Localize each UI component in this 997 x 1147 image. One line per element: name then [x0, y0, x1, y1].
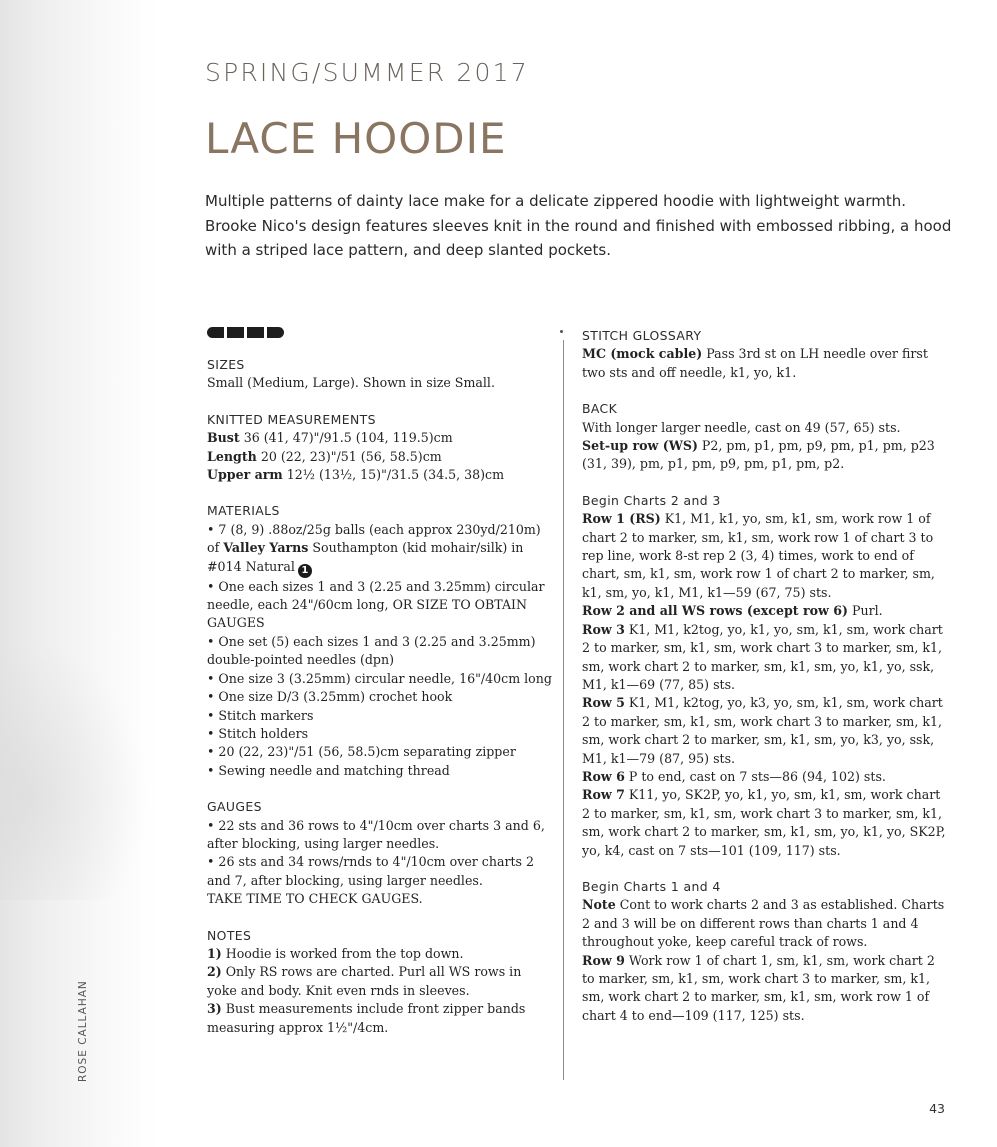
materials-section	[207, 502, 552, 780]
row-text: K11, yo, SK2P, yo, k1, yo, sm, k1, sm, work chart 2 to marker, sm, k1, sm, work chart 3 to marker, sm, k1, sm, work chart 2 to marker, sm, k1, sm, yo, k1, yo, SK2P, yo, k4, cast on 7 sts—101 (109, 117) sts.	[582, 787, 946, 858]
materials-item: • Stitch markers	[207, 707, 314, 723]
materials-item: • Sewing needle and matching thread	[207, 762, 450, 778]
measurements-section	[207, 411, 552, 485]
row-label: Row 7	[582, 787, 625, 803]
row-instruction	[582, 510, 947, 602]
materials-item: • One set (5) each sizes 1 and 3 (2.25 and 3.25mm) double-pointed needles (dpn)	[207, 633, 536, 668]
back-cast-on: With longer larger needle, cast on 49 (57, 65) sts.	[582, 419, 901, 435]
row-label: Set-up row (WS)	[582, 438, 698, 454]
materials-item: • One each sizes 1 and 3 (2.25 and 3.25mm) circular needle, each 24"/60cm long, OR SIZE TO OBTAIN GAUGES	[207, 578, 545, 631]
yarn-text-pre: • 7 (8, 9) .88oz/25g balls (each approx 230yd/210m) of	[207, 521, 541, 556]
row-instruction	[582, 952, 947, 1026]
skill-bar	[227, 327, 244, 338]
note-item	[207, 945, 552, 963]
measurement-length	[207, 448, 552, 466]
notes-section	[207, 927, 552, 1037]
measurement-label: Upper arm	[207, 467, 283, 483]
gauges-heading: GAUGES	[207, 799, 262, 815]
glossary-section	[582, 327, 947, 382]
measurements-heading: KNITTED MEASUREMENTS	[207, 411, 376, 427]
page-number: 43	[929, 1101, 945, 1116]
materials-item: • 20 (22, 23)"/51 (56, 58.5)cm separating zipper	[207, 744, 516, 760]
charts-2-3-section	[582, 492, 947, 860]
charts-1-4-section	[582, 878, 947, 1025]
row-label: Row 3	[582, 621, 625, 637]
pattern-title: LACE HOODIE	[205, 114, 507, 163]
note-text: Cont to work charts 2 and 3 as established. Charts 2 and 3 will be on different rows than charts 1 and 4 throughout yoke, keep careful track of rows.	[582, 897, 945, 950]
materials-item: • One size D/3 (3.25mm) crochet hook	[207, 689, 453, 705]
photo-credit: ROSE CALLAHAN	[77, 980, 89, 1082]
row-instruction	[582, 786, 947, 860]
row-text: P2, pm, p1, pm, p9, pm, p1, pm, p23 (31, 39), pm, p1, pm, p9, pm, p1, pm, p2.	[582, 438, 935, 472]
measurement-label: Length	[207, 448, 257, 464]
row-instruction	[582, 621, 947, 695]
row-label: Row 6	[582, 768, 625, 784]
skill-level-bars-icon	[207, 327, 284, 338]
back-section	[582, 400, 947, 474]
note-label: Note	[582, 897, 616, 913]
note-number: 3)	[207, 1001, 222, 1017]
glossary-entry	[582, 345, 947, 382]
measurement-upper-arm	[207, 466, 552, 484]
gauge-item: • 26 sts and 34 rows/rnds to 4"/10cm over charts 2 and 7, after blocking, using larger needles.	[207, 854, 535, 888]
row-instruction	[582, 694, 947, 768]
gauge-item: TAKE TIME TO CHECK GAUGES.	[207, 891, 423, 907]
yarn-brand: Valley Yarns	[223, 540, 309, 556]
intro-paragraph: Multiple patterns of dainty lace make for a delicate zippered hoodie with lightweight warmth. Brooke Nico's design features sleeves knit in the round and finished with embossed ribbing, a hood with a striped lace pattern, and deep slanted pockets.	[205, 192, 952, 259]
yarn-text-post: Southampton (kid mohair/silk) in #014 Natural	[207, 540, 524, 574]
row-label: Row 1 (RS)	[582, 511, 661, 527]
charts-2-3-heading: Begin Charts 2 and 3	[582, 492, 721, 508]
note-number: 2)	[207, 964, 222, 980]
glossary-heading: STITCH GLOSSARY	[582, 328, 702, 343]
note-item	[207, 1000, 552, 1037]
row-text: K1, M1, k2tog, yo, k1, yo, sm, k1, sm, work chart 2 to marker, sm, k1, sm, work chart 3 to marker, sm, k1, sm, work chart 2 to marker, sm, k1, sm, yo, k1, yo, ssk, M1, k1—69 (77, 85) sts.	[582, 621, 943, 692]
measurement-value: 12½ (13½, 15)"/31.5 (34.5, 38)cm	[282, 467, 505, 483]
column-divider	[563, 340, 564, 1080]
row-text: P to end, cast on 7 sts—86 (94, 102) sts.	[624, 768, 886, 784]
left-column	[207, 356, 552, 1055]
column-divider-dot	[560, 330, 563, 333]
materials-item: • Stitch holders	[207, 725, 309, 741]
gauge-item: • 22 sts and 36 rows to 4"/10cm over charts 3 and 6, after blocking, using larger needles.	[207, 817, 545, 851]
notes-heading: NOTES	[207, 927, 252, 943]
note-number: 1)	[207, 945, 222, 961]
measurement-value: 36 (41, 47)"/91.5 (104, 119.5)cm	[239, 430, 453, 446]
measurement-label: Bust	[207, 430, 240, 446]
glossary-term: MC (mock cable)	[582, 346, 703, 362]
glossary-definition: Pass 3rd st on LH needle over first two sts and off needle, k1, yo, k1.	[582, 346, 928, 380]
note-text: Hoodie is worked from the top down.	[221, 945, 464, 961]
row-text: K1, M1, k2tog, yo, k3, yo, sm, k1, sm, work chart 2 to marker, sm, k1, sm, work chart 3 to marker, sm, k1, sm, work chart 2 to marker, sm, k1, sm, yo, k3, yo, ssk, M1, k1—79 (87, 95) sts.	[582, 695, 943, 766]
row-label: Row 9	[582, 952, 625, 968]
measurement-value: 20 (22, 23)"/51 (56, 58.5)cm	[256, 448, 442, 464]
note-text: Only RS rows are charted. Purl all WS rows in yoke and body. Knit even rnds in sleeves.	[207, 964, 522, 998]
page-gutter-shading	[0, 0, 160, 1147]
note-text: Bust measurements include front zipper bands measuring approx 1½"/4cm.	[207, 1001, 526, 1035]
right-column	[582, 327, 947, 1043]
materials-yarn	[207, 521, 552, 578]
row-text: K1, M1, k1, yo, sm, k1, sm, work row 1 of chart 2 to marker, sm, k1, sm, work row 1 of chart 3 to rep line, work 8-st rep 2 (3, 4) times, work to end of chart, sm, k1, sm, work row 1 of chart 2 to marker, sm, k1, sm, yo, k1, M1, k1—59 (67, 75) sts.	[582, 511, 935, 600]
sizes-text: Small (Medium, Large). Shown in size Small.	[207, 375, 495, 391]
gutter-shadow	[0, 640, 150, 900]
charts-note	[582, 896, 947, 951]
row-label: Row 5	[582, 695, 625, 711]
sizes-section	[207, 356, 552, 393]
skill-bar	[247, 327, 264, 338]
materials-heading: MATERIALS	[207, 503, 280, 519]
row-instruction	[582, 768, 947, 786]
yarn-weight-1-icon: 1	[298, 564, 312, 578]
note-item	[207, 963, 552, 1000]
materials-item: • One size 3 (3.25mm) circular needle, 16"/40cm long	[207, 670, 552, 686]
season-heading: SPRING/SUMMER 2017	[205, 58, 529, 87]
row-text: Work row 1 of chart 1, sm, k1, sm, work chart 2 to marker, sm, k1, sm, work chart 3 to marker, sm, k1, sm, work chart 2 to marker, sm, k1, sm, work row 1 of chart 4 to end—109 (117, 125) sts.	[582, 952, 935, 1023]
sizes-heading: SIZES	[207, 357, 245, 372]
gauges-section	[207, 798, 552, 908]
skill-bar	[267, 327, 284, 338]
charts-1-4-heading: Begin Charts 1 and 4	[582, 878, 721, 894]
measurement-bust	[207, 429, 552, 447]
skill-bar	[207, 327, 224, 338]
back-setup-row	[582, 437, 947, 474]
row-text: Purl.	[847, 603, 883, 619]
row-label: Row 2 and all WS rows (except row 6)	[582, 603, 848, 619]
row-instruction	[582, 602, 947, 620]
back-heading: BACK	[582, 401, 618, 417]
